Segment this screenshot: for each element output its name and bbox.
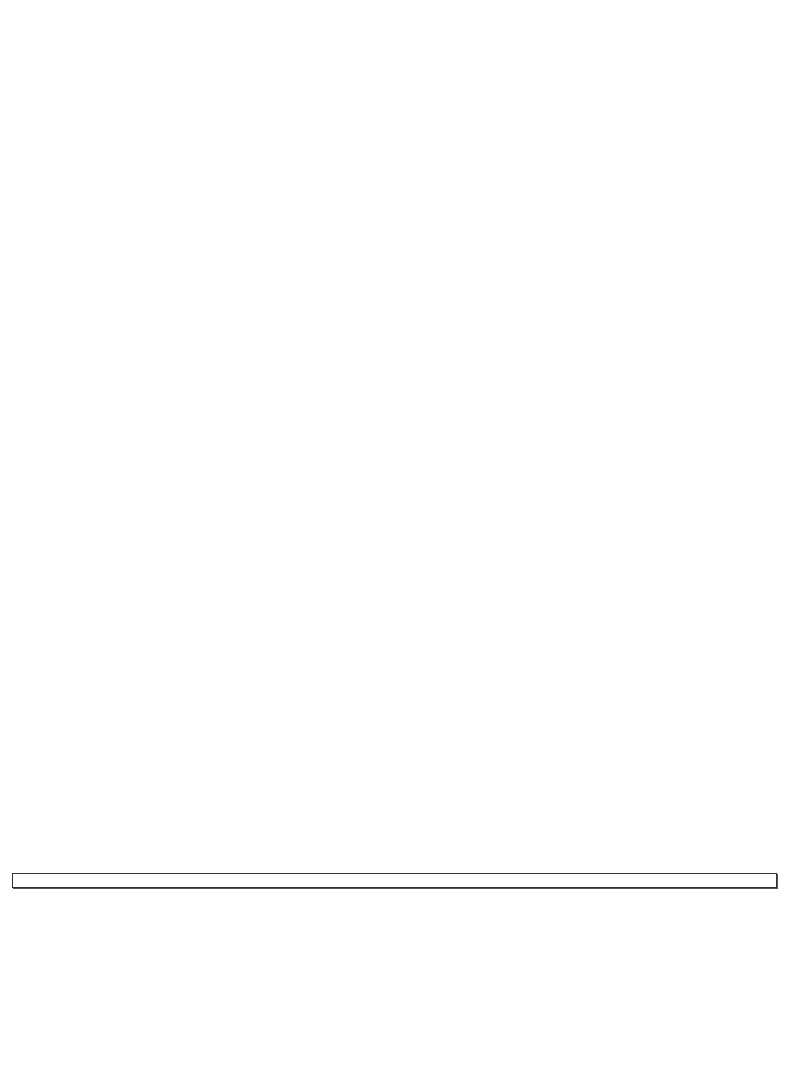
document-page xyxy=(0,0,787,65)
resolution-text-box xyxy=(12,873,777,888)
discussion-section xyxy=(72,0,770,53)
